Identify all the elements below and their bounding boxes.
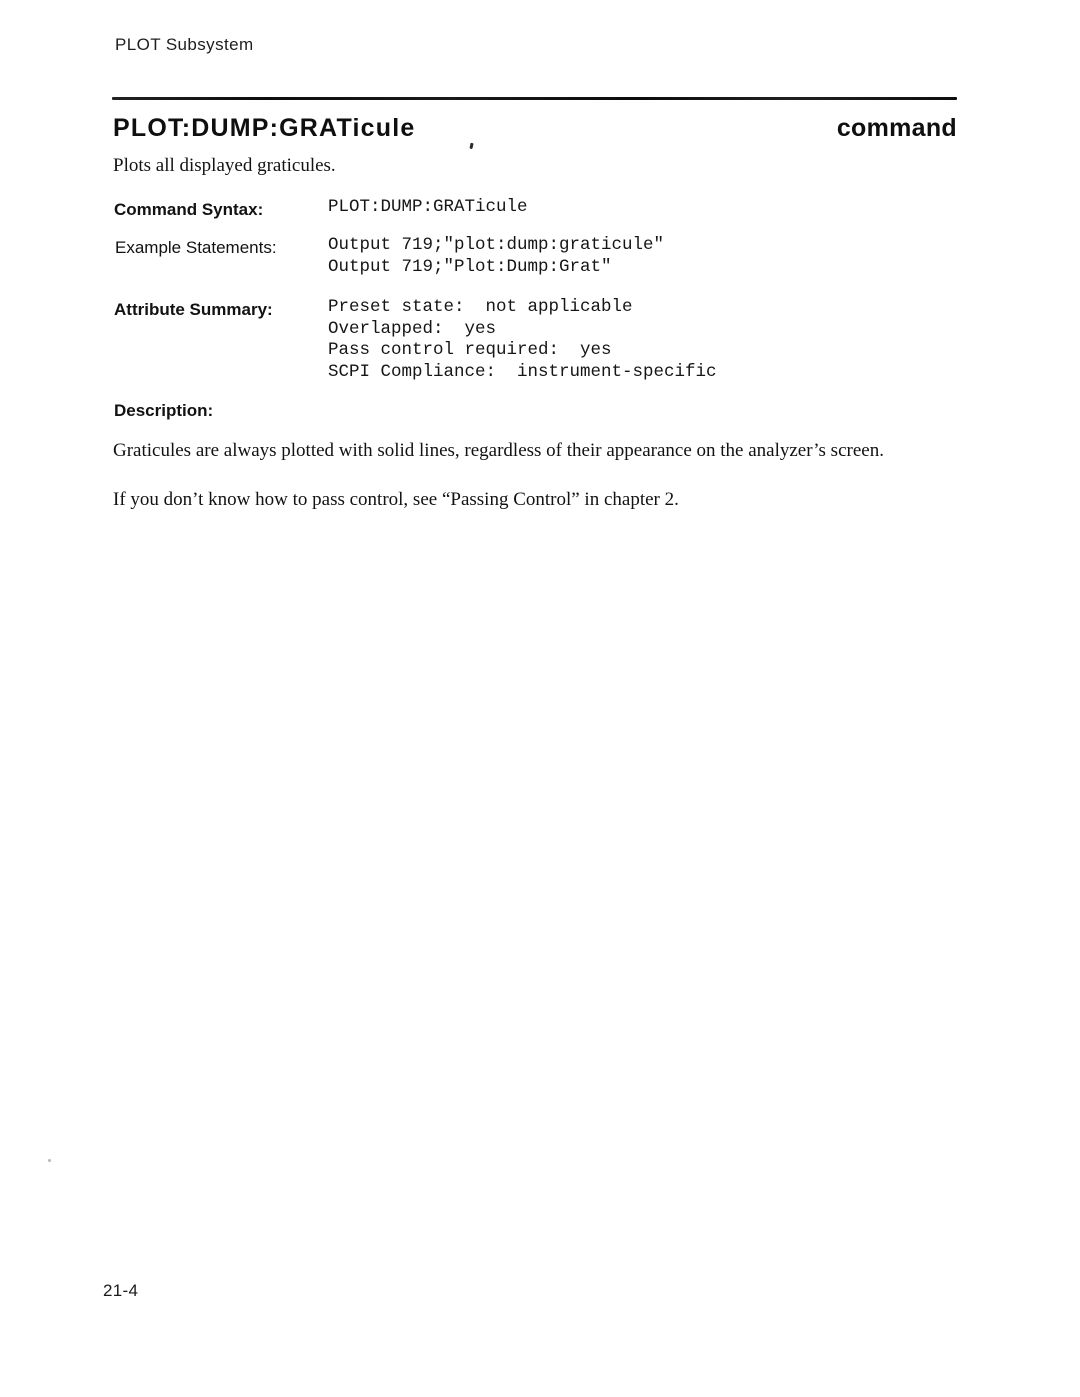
attribute-line-overlapped: Overlapped: yes xyxy=(328,318,497,339)
section-label-example-statements: Example Statements: xyxy=(115,238,277,257)
attribute-line-scpi-compliance: SCPI Compliance: instrument-specific xyxy=(328,361,717,382)
attribute-summary-block xyxy=(328,297,717,383)
example-statement-line: Output 719;"plot:dump:graticule" xyxy=(328,235,665,255)
scan-artifact-mark xyxy=(469,143,473,149)
command-summary: Plots all displayed graticules. xyxy=(113,155,336,176)
command-syntax-line: PLOT:DUMP:GRATicule xyxy=(328,197,528,217)
example-statement-line: Output 719;"Plot:Dump:Grat" xyxy=(328,256,612,277)
running-header: PLOT Subsystem xyxy=(115,35,254,54)
command-type-label: command xyxy=(836,114,957,142)
scan-artifact-speck xyxy=(48,1159,51,1162)
section-label-attribute-summary: Attribute Summary: xyxy=(114,300,273,319)
header-rule xyxy=(112,97,957,100)
title-row xyxy=(113,114,957,143)
example-statements-block xyxy=(328,235,664,278)
section-label-description: Description: xyxy=(114,401,214,420)
command-title: PLOT:DUMP:GRATicule xyxy=(113,114,416,142)
attribute-line-pass-control: Pass control required: yes xyxy=(328,340,612,360)
command-syntax-block xyxy=(328,197,528,219)
description-paragraph: Graticules are always plotted with solid lines, regardless of their appearance on the analyzer’s screen. xyxy=(113,440,884,461)
description-paragraph: If you don’t know how to pass control, see “Passing Control” in chapter 2. xyxy=(113,489,679,510)
section-label-command-syntax: Command Syntax: xyxy=(114,200,264,219)
page-number: 21-4 xyxy=(103,1281,139,1300)
attribute-line-preset-state: Preset state: not applicable xyxy=(328,297,633,317)
